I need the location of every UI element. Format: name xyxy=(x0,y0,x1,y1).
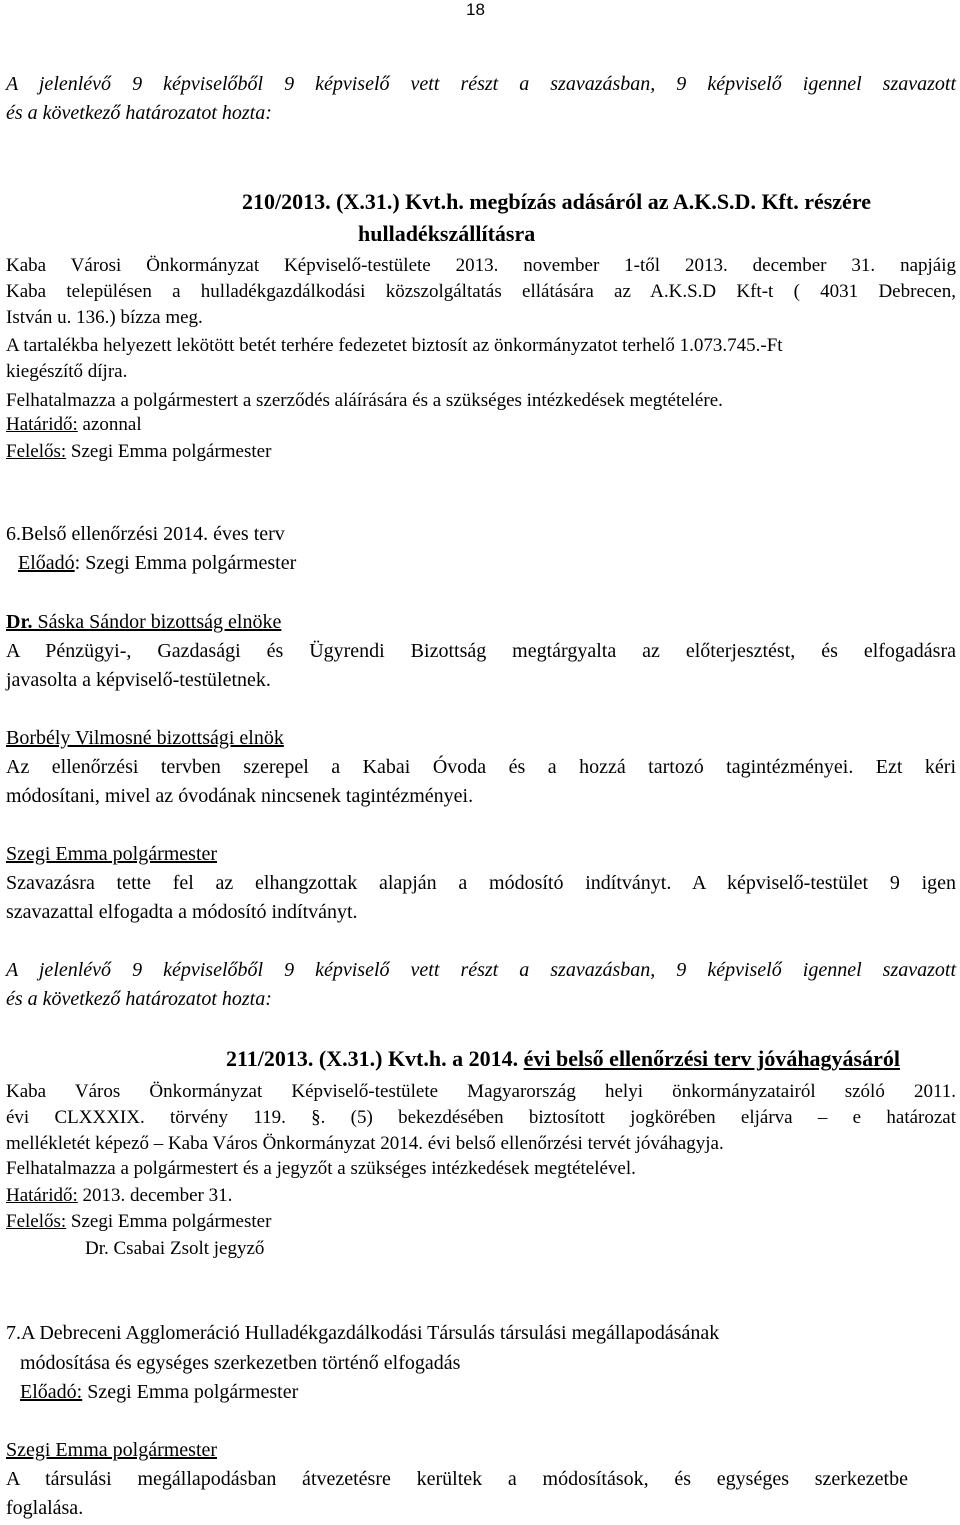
resolution-title: 210/2013. (X.31.) Kvt.h. megbízás adásáról az A.K.S.D. Kft. részére xyxy=(242,189,871,214)
responsible-value: Szegi Emma polgármester xyxy=(66,1211,272,1232)
deadline-value: azonnal xyxy=(77,414,142,435)
page-number: 18 xyxy=(466,0,485,19)
deadline-line xyxy=(6,1184,232,1208)
resolution-body-line: mellékletét képező – Kaba Város Önkormányzat 2014. évi belső ellenőrzési tervét jóváhagyja. xyxy=(6,1133,724,1154)
resolution-body-line: Kaba településen a hulladékgazdálkodási közszolgáltatás ellátására az A.K.S.D Kft-t ( 4031 Debrecen, xyxy=(6,281,956,302)
resolution-body-line: kiegészítő díjra. xyxy=(6,361,128,382)
resolution-title: hulladékszállításra xyxy=(358,221,536,246)
speaker-text-line: javasolta a képviselő-testületnek. xyxy=(6,669,271,691)
resolution-body-line: Kaba Város Önkormányzat Képviselő-testülete Magyarország helyi önkormányzatairól szóló 2011. xyxy=(6,1081,956,1102)
speaker-text-line: módosítani, mivel az óvodának nincsenek tagintézményei. xyxy=(6,785,474,807)
speaker-name: Borbély Vilmosné bizottsági elnök xyxy=(6,727,284,749)
presenter-line xyxy=(18,550,296,576)
speaker-name-prefix: Dr. xyxy=(6,611,33,633)
deadline-label: Határidő: xyxy=(6,414,78,435)
agenda-item-title: 6.Belső ellenőrzési 2014. éves terv xyxy=(6,523,285,545)
presenter-value: : Szegi Emma polgármester xyxy=(74,552,297,574)
speaker-name-rest: Sáska Sándor bizottság elnöke xyxy=(32,611,282,633)
resolution-body-line: Kaba Városi Önkormányzat Képviselő-testülete 2013. november 1-től 2013. december 31. napjáig xyxy=(6,255,956,276)
speaker-name: Szegi Emma polgármester xyxy=(6,1439,218,1461)
responsible-value: Szegi Emma polgármester xyxy=(66,441,272,462)
speaker-text-line: foglalása. xyxy=(6,1497,84,1519)
resolution-body-line: évi CLXXXIX. törvény 119. §. (5) bekezdésében biztosított jogkörében eljárva – e határozat xyxy=(6,1107,956,1128)
responsible-label: Felelős: xyxy=(6,1211,67,1232)
vote-statement-line: A jelenlévő 9 képviselőből 9 képviselő vett részt a szavazásban, 9 képviselő igennel szavazott xyxy=(6,959,956,981)
speaker-name xyxy=(6,609,281,635)
speaker-text-line: Az ellenőrzési tervben szerepel a Kabai Óvoda és a hozzá tartozó tagintézményei. Ezt kéri xyxy=(6,756,956,778)
agenda-item-title: módosítása és egységes szerkezetben történő elfogadás xyxy=(20,1352,461,1374)
resolution-body-line: Felhatalmazza a polgármestert és a jegyzőt a szükséges intézkedések megtételével. xyxy=(6,1158,636,1179)
responsible-label: Felelős: xyxy=(6,441,67,462)
responsible-value-secondary: Dr. Csabai Zsolt jegyző xyxy=(85,1238,265,1259)
deadline-value: 2013. december 31. xyxy=(77,1185,233,1206)
speaker-text-line: A Pénzügyi-, Gazdasági és Ügyrendi Bizottság megtárgyalta az előterjesztést, és elfogadásra xyxy=(6,640,956,662)
vote-statement-line: és a következő határozatot hozta: xyxy=(6,102,272,124)
responsible-line xyxy=(6,440,271,464)
resolution-body-line: A tartalékba helyezett lekötött betét terhére fedezetet biztosít az önkormányzatot terhelő 1.073.745.-Ft xyxy=(6,335,783,356)
deadline-line xyxy=(6,413,142,437)
resolution-title-subject: évi belső ellenőrzési terv jóváhagyásáról xyxy=(523,1046,900,1071)
presenter-label: Előadó xyxy=(18,552,75,574)
speaker-text-line: A társulási megállapodásban átvezetésre kerültek a módosítások, és egységes szerkezetbe xyxy=(6,1468,908,1490)
speaker-text-line: szavazattal elfogadta a módosító indítványt. xyxy=(6,901,358,923)
resolution-body-line: Felhatalmazza a polgármestert a szerződés aláírására és a szükséges intézkedések megtételére. xyxy=(6,390,723,411)
vote-statement-line: A jelenlévő 9 képviselőből 9 képviselő vett részt a szavazásban, 9 képviselő igennel szavazott xyxy=(6,73,956,95)
resolution-title-prefix: 211/2013. (X.31.) Kvt.h. a 2014. xyxy=(226,1046,524,1071)
presenter-line xyxy=(20,1379,298,1405)
resolution-body-line: István u. 136.) bízza meg. xyxy=(6,307,203,328)
responsible-line xyxy=(6,1210,271,1234)
speaker-text-line: Szavazásra tette fel az elhangzottak alapján a módosító indítványt. A képviselő-testület 9 igen xyxy=(6,872,956,894)
agenda-item-title: 7.A Debreceni Agglomeráció Hulladékgazdálkodási Társulás társulási megállapodásának xyxy=(6,1322,720,1344)
resolution-title xyxy=(226,1045,900,1073)
speaker-name: Szegi Emma polgármester xyxy=(6,843,218,865)
presenter-label: Előadó: xyxy=(20,1381,83,1403)
presenter-value: Szegi Emma polgármester xyxy=(82,1381,299,1403)
deadline-label: Határidő: xyxy=(6,1185,78,1206)
vote-statement-line: és a következő határozatot hozta: xyxy=(6,988,272,1010)
